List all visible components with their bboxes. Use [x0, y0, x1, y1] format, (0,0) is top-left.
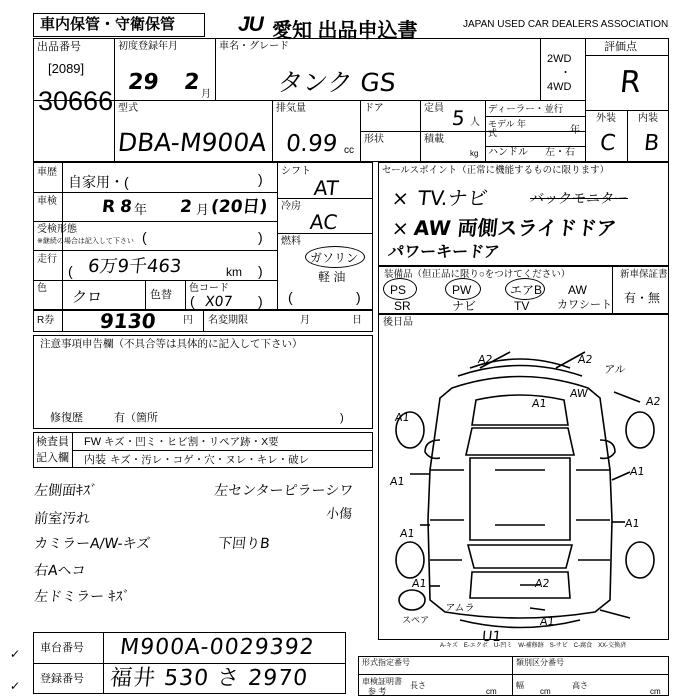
notes-label: 注意事項申告欄（不具合等は具体的に記入して下さい） — [40, 338, 303, 350]
length-label: 長さ — [410, 681, 426, 690]
mark-bottom-label: アムラ — [444, 603, 475, 614]
inspection-form-label: 受検形態 — [37, 224, 77, 235]
class-number-label: 類別区分番号 — [516, 658, 564, 667]
car-name-label: 車名・グレード — [219, 41, 289, 52]
interior-defect-list: キズ・汚レ・コゲ・穴・ヌレ・キレ・破レ — [110, 454, 310, 466]
lot-label: 出品番号 — [37, 41, 81, 53]
mark-right-front: A2 — [645, 395, 662, 408]
storage-badge-text: 車内保管・守衛保管 — [40, 16, 176, 33]
handle-options: 左・右 — [545, 147, 575, 158]
inspection-form-note: ※継続の場合は記入して下さい — [37, 238, 134, 245]
doors-label: ドア — [364, 103, 384, 114]
fuel-gas: ガソリン — [310, 251, 359, 265]
selling-points-label: セールスポイント（正常に機能するものに限ります） — [382, 165, 610, 176]
model-label: 型式 — [118, 103, 138, 114]
color-label: 色 — [37, 283, 47, 294]
aircon-label: 冷房 — [281, 201, 301, 212]
lot-small-number: [2089] — [48, 61, 85, 76]
inspector-note-1: 左側面ｷｽﾞ — [33, 483, 98, 499]
equipment-sr: SR — [394, 299, 411, 313]
height-label: 高さ — [572, 681, 588, 690]
check-mark-1: ✓ — [9, 647, 21, 661]
after-market-label: 後日品 — [383, 317, 413, 328]
exterior-value: C — [598, 131, 617, 156]
interior-value: B — [642, 131, 661, 156]
shaken-year: 8 — [119, 197, 133, 217]
inspector-note-7: 右Aヘコ — [33, 563, 87, 579]
exterior-label: 外装 — [596, 113, 616, 124]
association-name: JAPAN USED CAR DEALERS ASSOCIATION — [463, 19, 669, 30]
inspector-note-8: 左ドミラー ｷｽﾞ — [33, 589, 131, 605]
equipment-tv: TV — [514, 299, 530, 313]
mark-bottom-a1: A1 — [539, 615, 556, 628]
mark-front-al: アル — [603, 363, 627, 376]
handle-label: ハンドル — [488, 147, 528, 158]
new-warranty-label: 新車保証書 — [620, 269, 668, 280]
chassis-value: M900A-0029392 — [118, 635, 316, 660]
equipment-airbag: エアB — [510, 283, 543, 297]
plate-value: 福井 530 さ 2970 — [108, 666, 310, 691]
inspector-label: 検査員 — [36, 436, 69, 448]
registration-label: 初度登録年月 — [118, 41, 178, 52]
mark-front-a2-right: A2 — [577, 353, 594, 366]
mark-left-front: A1 — [394, 411, 411, 424]
capacity-unit: 人 — [470, 117, 480, 128]
mark-rear-a2: A2 — [534, 577, 551, 590]
price-label: R券 — [37, 315, 55, 326]
drive-dot: ・ — [560, 67, 571, 79]
inspector-note-3: 前室汚れ — [33, 511, 91, 527]
repair-history-value: 有（箇所 — [114, 412, 158, 424]
mark-hood: A1 — [531, 397, 548, 410]
model-year-unit: 年 — [570, 125, 580, 136]
equipment-navi: ナビ — [452, 299, 477, 313]
mileage-unit: km — [226, 265, 242, 279]
grade-label: 評価点 — [604, 41, 637, 53]
mark-rear-a1: A1 — [411, 577, 428, 590]
form-title: 愛知 出品申込書 — [272, 20, 418, 42]
interior-prefix: 内装 — [84, 454, 106, 466]
equipment-pw: PW — [452, 283, 472, 297]
entry-label: 記入欄 — [36, 452, 69, 464]
inspector-note-4: 小傷 — [325, 507, 353, 522]
drive-4wd: 4WD — [547, 81, 572, 93]
selling-point-3: AW 両側スライドドア — [412, 216, 618, 240]
plate-label: 登録番号 — [40, 673, 84, 685]
check-mark-2: ✓ — [9, 679, 21, 693]
color-value: クロ — [71, 288, 104, 306]
price-unit: 円 — [183, 315, 193, 326]
mileage-value: 6万9千463 — [86, 256, 183, 277]
shift-value: AT — [312, 176, 340, 200]
fuel-diesel: 軽 油 — [318, 270, 346, 284]
history-value: 自家用・( — [68, 174, 129, 190]
mark-left-mid: A1 — [389, 475, 406, 488]
equipment-label: 装備品（但正品に限り○をつけてください） — [384, 269, 571, 280]
exterior-defect-list: キズ・凹ミ・ヒビ割・リペア跡・X要 — [104, 436, 279, 448]
new-warranty-value: 有・無 — [624, 291, 661, 305]
spare-label: スペア — [402, 615, 430, 625]
load-unit: kg — [470, 149, 479, 158]
mark-right-mid: A1 — [629, 465, 646, 478]
history-label: 車歴 — [37, 167, 57, 178]
shape-label: 形状 — [364, 134, 384, 145]
reference-left: 参 考 — [368, 687, 387, 696]
registration-month: 2 — [182, 70, 201, 95]
mileage-label: 走行 — [37, 254, 57, 265]
registration-year: 29 — [126, 70, 160, 95]
price-value: 9130 — [98, 309, 157, 333]
mark-front-a2-left: A2 — [477, 353, 494, 366]
repair-history-label: 修復歴 — [50, 412, 83, 424]
dealer-label: ディーラー・並行 — [488, 104, 564, 115]
selling-point-4: パワーキードア — [387, 242, 501, 261]
selling-point-1: TV.ナビ — [416, 186, 489, 210]
shaken-era: R — [101, 197, 117, 217]
load-label: 積載 — [424, 134, 444, 145]
capacity-label: 定員 — [424, 103, 444, 114]
width-label: 幅 — [516, 681, 524, 690]
displacement-value: 0.99 — [284, 131, 339, 157]
mark-left-lower: A1 — [399, 527, 416, 540]
inspector-note-5: カミラーA/W-キズ — [33, 536, 152, 552]
equipment-aw: AW — [568, 283, 587, 297]
inspector-note-6: 下回りB — [217, 536, 271, 552]
mark-bottom-u1: U1 — [481, 629, 502, 645]
shaken-day: (20日) — [210, 197, 269, 217]
color-change-label: 色替 — [150, 289, 172, 301]
shaken-month: 2 — [179, 197, 193, 217]
shaken-label: 車検 — [37, 196, 57, 207]
registration-month-unit: 月 — [201, 89, 211, 100]
equipment-ps: PS — [390, 283, 407, 297]
chassis-label: 車台番号 — [40, 642, 84, 654]
color-code-label: 色コード — [189, 283, 229, 294]
legend: A-キズ E-エクボ U-凹ミ W-補修跡 S-サビ C-腐食 XX-交換済 — [440, 643, 627, 649]
interior-label: 内装 — [638, 113, 658, 124]
color-code-value: X07 — [204, 294, 234, 310]
certificate-label: 車検証明書 — [362, 677, 402, 686]
selling-point-1-mark: × — [390, 186, 411, 210]
grade-value: R — [618, 65, 643, 100]
fw-label: FW — [84, 436, 102, 448]
aircon-value: AC — [308, 210, 339, 234]
shift-label: シフト — [281, 166, 311, 177]
mark-right-rear: A1 — [624, 517, 641, 530]
displacement-unit: cc — [344, 145, 354, 156]
name-change-label: 名変期限 — [208, 315, 248, 326]
type-number-label: 形式指定番号 — [362, 658, 410, 667]
fuel-label: 燃料 — [281, 236, 301, 247]
model-value: DBA-M900A — [116, 128, 268, 157]
displacement-label: 排気量 — [276, 103, 306, 114]
car-name-value: タンク GS — [276, 68, 398, 97]
equipment-leather: カワシート — [557, 299, 612, 311]
inspector-note-2: 左センターピラーシワ — [213, 483, 355, 499]
selling-point-3-mark: × — [390, 216, 411, 240]
lot-number: 30666 — [38, 86, 114, 116]
drive-2wd: 2WD — [547, 53, 572, 65]
model-year-label: モデル 年式 — [488, 119, 527, 138]
mark-windshield-right: AW — [569, 387, 589, 400]
selling-point-2: バックモニター — [529, 191, 629, 207]
ju-logo: JU — [238, 13, 263, 36]
capacity-value: 5 — [450, 106, 466, 130]
